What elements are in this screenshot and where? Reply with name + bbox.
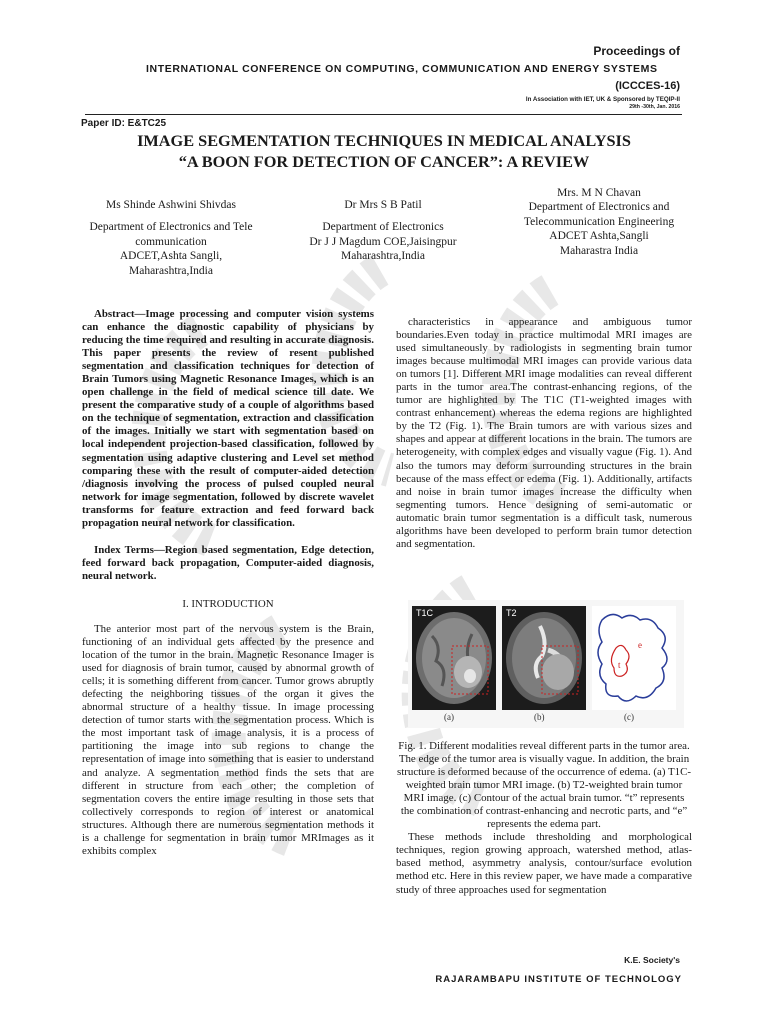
abstract: Abstract—Image processing and computer vision systems can enhance the diagnostic capability of physicians by reducing the time required and resulting in accurate diagnosis. This paper presents the review of resent published segmentation and classification techniques for detection of Brain Tumors using Magnetic Resonance Images, which is an open challenge in the field of medical science till date. We present the comparative study of a couple of algorithms based on the technique of segmentation, extraction and classification of the images. Initially we start with segmentation based on local independent projection-based classification, followed by segmentation using adaptive clustering and Level set method comparing these with the result of computer-aided detection /diagnosis involving the process of pulsed coupled neural network for image segmentation, followed by discrete wavelet transforms for feature extraction and feed forward back propagation neural network for classification. [82,308,374,529]
figure-1 [408,600,684,728]
proceedings-label: Proceedings of [593,44,680,58]
author-name: Mrs. M N Chavan [557,187,641,199]
author-name: Dr Mrs S B Patil [344,199,422,211]
paper-id: Paper ID: E&TC25 [81,118,167,129]
society-label: K.E. Society's [624,955,680,965]
subfig-c-label: (c) [624,712,634,722]
intro-continued: characteristics in appearance and ambiguous tumor boundaries.Even today in practice multimodal MRI images are used simultaneously by radiologists in segmenting brain tumor images because multimodal MRI images can provide various data on tumors [1]. Different MRI image modalities can reveal different parts in the tumor area.The contrast-enhancing regions, of the tumor are highlighted by The T1C (T1-weighted images with contrast enhancement) whereas the edema regions are highlighted by the T2 (Fig. 1). The Brain tumors are with various sizes and shapes and appear at different locations in the brain. The tumors are heterogeneity, with complex edges and visually vague (Fig. 1). And also the tumors may deform surrounding structures in the brain because of the mass effect or edema (Fig. 1). Additionally, artifacts and noise in brain tumor images increase the difficulty when segmenting tumors. Hence designing of semi-automatic or automatic brain tumor segmentation is a difficult task, numerous algorithms have been developed to perform brain tumor detection and segmentation. [396,316,692,550]
institute-name: RAJARAMBAPU INSTITUTE OF TECHNOLOGY [435,974,682,985]
edema-mark: e [638,640,642,650]
right-column-text [396,316,692,551]
tumor-contour-diagram [592,606,676,710]
affiliation-line: Telecommunication Engineering [523,215,675,228]
affiliation-line: Maharashtra,India [129,264,213,277]
affiliation-line: Maharashtra,India [341,250,425,263]
affiliation-line: Department of Electronics and [528,201,670,214]
section-heading: I. INTRODUCTION [182,597,274,610]
affiliation-line: communication [135,235,207,248]
conference-dates: 29th -30th, Jan. 2016 [629,104,680,110]
title-line-2: “A BOON FOR DETECTION OF CANCER”: A REVIEW [178,152,590,171]
affiliation-line: ADCET Ashta,Sangli [549,230,649,243]
affiliation-line: Department of Electronics and Tele [89,221,253,234]
author-block-1 [72,198,270,278]
affiliation-line: Maharastra India [559,244,639,257]
affiliation-line: Dr J J Magdum COE,Jaisingpur [309,235,457,248]
author-name: Ms Shinde Ashwini Shivdas [105,199,237,211]
t2-label: T2 [506,608,517,618]
conference-acronym: (ICCCES-16) [615,80,680,92]
index-terms: Index Terms—Region based segmentation, Edge detection, feed forward back propagation, Computer-aided diagnosis, neural network. [82,543,374,582]
figure-caption [396,740,692,897]
subfig-b-label: (b) [534,712,545,722]
title-line-1: IMAGE SEGMENTATION TECHNIQUES IN MEDICAL ANALYSIS [137,131,631,150]
subfig-a-label: (a) [444,712,454,722]
author-block-2 [297,198,469,264]
mri-t1c-image [412,606,496,710]
tumor-mark: t [618,660,621,670]
conference-name: INTERNATIONAL CONFERENCE ON COMPUTING, COMMUNICATION AND ENERGY SYSTEMS [146,63,658,75]
header-divider [85,114,682,115]
association-line: In Association with IET, UK & Sponsored by TEQIP-II [525,96,680,103]
affiliation-line: Department of Electronics [322,221,444,234]
author-block-3 [509,186,689,258]
left-column [82,308,374,858]
paper-title [60,130,708,172]
mri-t2-image [502,606,586,710]
caption-text: Fig. 1. Different modalities reveal different parts in the tumor area. The edge of the tumor area is visually vague. In addition, the brain structure is deformed because of the occurrence of edema. (a) T1C-weighted brain tumor MRI image. (b) T2-weighted brain tumor MRI image. (c) Contour of the actual brain tumor. “t” represents the combination of contrast-enhancing and necrotic parts, and “e” represents the edema part. [396,740,691,831]
methods-paragraph: These methods include thresholding and morphological techniques, region growing approach, watershed method, atlas-based method, asymmetry analysis, contour/surface evolution method etc. Here in this review paper, we have made a comparative study of three approaches used for segmentation [396,831,692,896]
intro-paragraph: The anterior most part of the nervous system is the Brain, functioning of an individual gets affected by the presence and location of the tumor in the brain. Magnetic Resonance Imager is used for diagnosis of brain tumor, caused by abnormal growth of cells; it is something different from cancer. Tumor grows abruptly defecting the neighboring tissues of the organ it gives the abnormal structure of a healthy tissue. In image processing detection of tumor starts with the segmentation process. Which is the most important task of image analysis, it is a process of partitioning the image into sub regions to change the representation of image into something that is easier to understand and analyze. A segmentation method finds the sets that are different in structure from each other; the completion of segmentation covers the entire image resulting in those sets that collectively corresponds to region of interest or anatomical structures. Although there are numerous segmentation methods it is a challenge for segmentation in brain tumor MRImages as it exhibits complex [82,622,374,857]
t1c-label: T1C [416,608,434,618]
affiliation-line: ADCET,Ashta Sangli, [119,250,223,263]
